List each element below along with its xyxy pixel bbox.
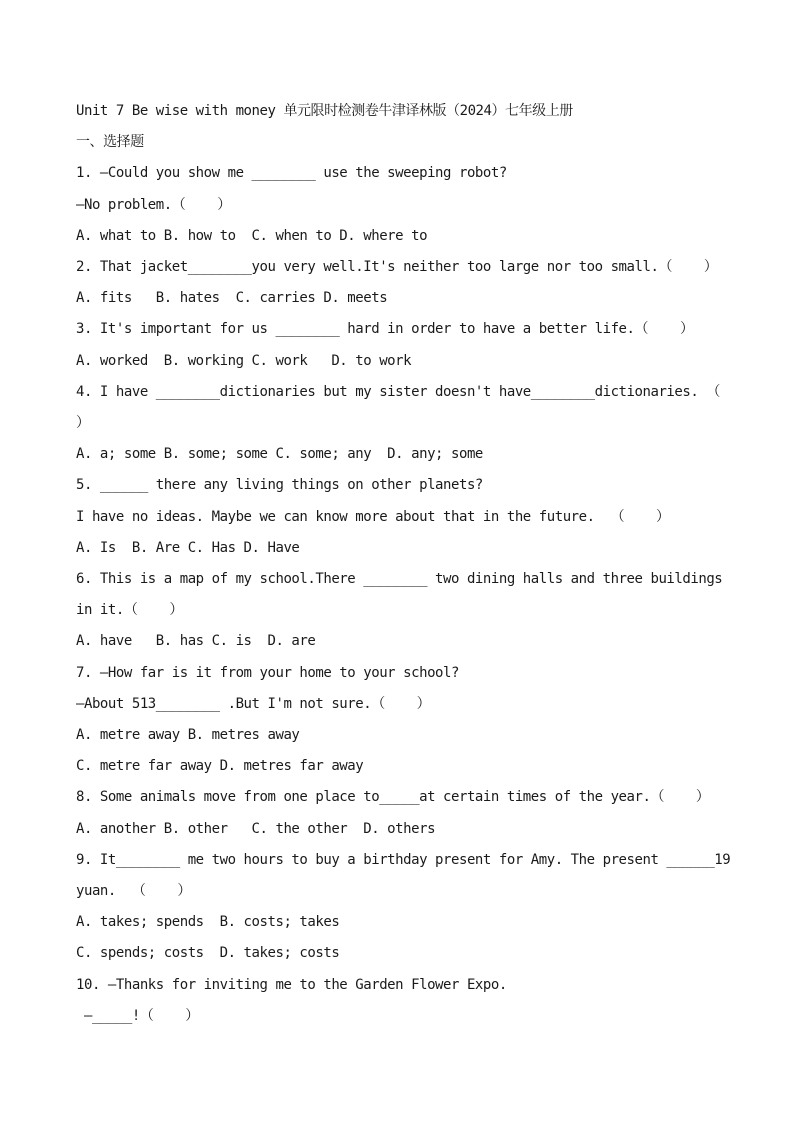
question-stem: 10. –Thanks for inviting me to the Garden Flower Expo. bbox=[76, 976, 507, 993]
question-4 bbox=[76, 377, 736, 471]
question-options: A. worked B. working C. work D. to work bbox=[76, 352, 412, 369]
section-heading: 一、选择题 bbox=[76, 134, 144, 151]
question-stem: 2. That jacket________you very well.It's neither too large nor too small.（ ） bbox=[76, 259, 718, 276]
question-options: C. spends; costs D. takes; costs bbox=[76, 945, 340, 962]
question-options: A. what to B. how to C. when to D. where to bbox=[76, 227, 428, 244]
question-options: A. Is B. Are C. Has D. Have bbox=[76, 539, 300, 556]
question-stem: ） bbox=[76, 415, 90, 432]
question-stem: in it.（ ） bbox=[76, 602, 183, 619]
question-stem: 3. It's important for us ________ hard in order to have a better life.（ ） bbox=[76, 321, 694, 338]
question-options: A. another B. other C. the other D. others bbox=[76, 820, 436, 837]
question-options: A. fits B. hates C. carries D. meets bbox=[76, 290, 388, 307]
question-stem: 1. —Could you show me ________ use the sweeping robot? bbox=[76, 165, 507, 182]
question-10 bbox=[76, 970, 736, 1032]
question-options: A. a; some B. some; some C. some; any D. any; some bbox=[76, 446, 483, 463]
question-stem: 9. It________ me two hours to buy a birthday present for Amy. The present ______19 bbox=[76, 851, 731, 868]
question-stem: —No problem.（ ） bbox=[76, 196, 231, 213]
question-stem: 6. This is a map of my school.There ________ two dining halls and three buildings bbox=[76, 571, 723, 588]
question-stem: 8. Some animals move from one place to_____at certain times of the year.（ ） bbox=[76, 789, 710, 806]
question-2 bbox=[76, 252, 736, 314]
question-options: A. metre away B. metres away bbox=[76, 727, 300, 744]
question-stem: yuan. （ ） bbox=[76, 883, 191, 900]
question-options: A. takes; spends B. costs; takes bbox=[76, 914, 340, 931]
question-1 bbox=[76, 158, 736, 252]
question-5 bbox=[76, 470, 736, 564]
question-3 bbox=[76, 314, 736, 376]
question-stem: 5. ______ there any living things on other planets? bbox=[76, 477, 483, 494]
question-options: A. have B. has C. is D. are bbox=[76, 633, 316, 650]
question-7 bbox=[76, 658, 736, 783]
question-stem: I have no ideas. Maybe we can know more about that in the future. （ ） bbox=[76, 508, 670, 525]
exam-page bbox=[76, 96, 736, 1032]
question-stem: 4. I have ________dictionaries but my sister doesn't have________dictionaries. （ bbox=[76, 383, 720, 400]
question-stem: 7. —How far is it from your home to your school? bbox=[76, 664, 459, 681]
question-stem: —About 513________ .But I'm not sure.（ ） bbox=[76, 695, 431, 712]
document-title: Unit 7 Be wise with money 单元限时检测卷牛津译林版（2024）七年级上册 bbox=[76, 103, 573, 119]
question-9 bbox=[76, 845, 736, 970]
question-stem: –_____!（ ） bbox=[76, 1007, 199, 1024]
question-options: C. metre far away D. metres far away bbox=[76, 758, 364, 775]
question-6 bbox=[76, 564, 736, 658]
question-8 bbox=[76, 782, 736, 844]
